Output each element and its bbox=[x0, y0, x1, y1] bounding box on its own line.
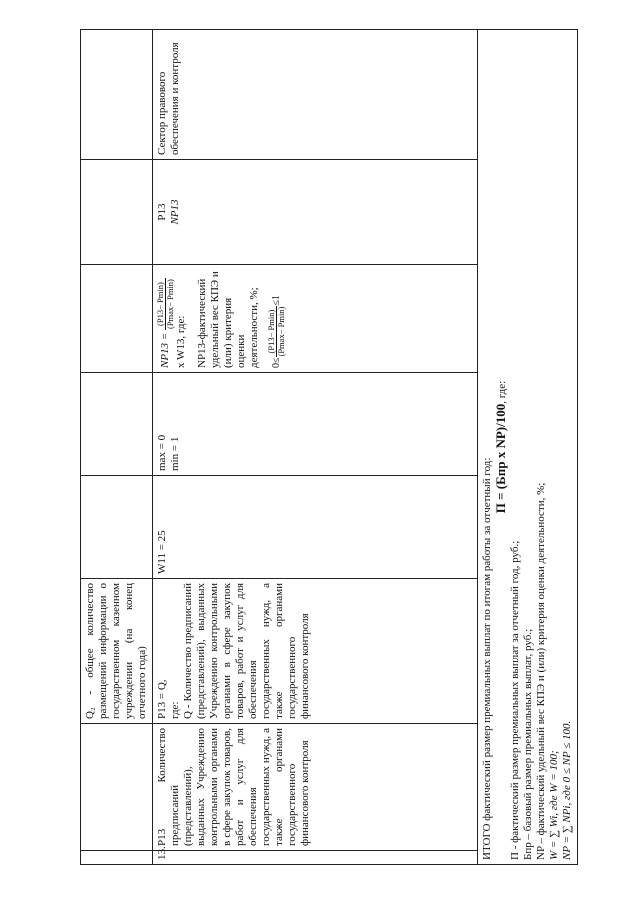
np-range-suffix: ≤1 bbox=[270, 295, 282, 306]
np-multiplier: x W13, где: bbox=[175, 315, 187, 368]
indicator-text: Р13 Количество предписаний (представлений), выданных Учреждению контрольными органами в сфере закупок товаров, работ и услуг для обеспечения государственных нужд, а также органами государственного финансового контроля bbox=[156, 728, 311, 846]
np-range bbox=[267, 269, 286, 368]
np-lhs: NP13 = bbox=[159, 332, 172, 368]
sector-text: Сектор правового обеспечения и контроля bbox=[156, 42, 181, 155]
cell-np-formula bbox=[153, 265, 478, 373]
row-number bbox=[153, 846, 478, 865]
footer-line-bpr: Бпр – базовый размер премиальных выплат, руб.; bbox=[522, 628, 534, 860]
cell-empty bbox=[81, 30, 153, 160]
np-range-fraction bbox=[267, 306, 286, 358]
np-range-denominator: (Pmax− Pmin) bbox=[276, 306, 286, 357]
calc-line-1: Р13 = Q, bbox=[156, 679, 168, 719]
cell-weight bbox=[153, 476, 478, 579]
cell-q2-description bbox=[81, 579, 153, 724]
code-p13: Р13 bbox=[156, 203, 168, 221]
np-range-prefix: 0≤ bbox=[270, 357, 282, 368]
footer-formula bbox=[494, 34, 509, 860]
footer-formula-text: П = (Бпр x NP)/100 bbox=[493, 403, 508, 514]
code-np13: NP13 bbox=[169, 199, 181, 225]
calc-line-3: Q - Количество предписаний (представлений), выданных Учреждению контрольными органами в сфере закупок товаров, работ и услуг для обеспечения государственных нужд, а также органами государственного финансового контроля bbox=[182, 583, 311, 719]
row-number-text: 13. bbox=[156, 846, 168, 860]
cell-empty bbox=[81, 476, 153, 579]
cell-sector bbox=[153, 30, 478, 160]
footer-total-line: ИТОГО фактический размер премиальных выплат по итогам работы за отчетный год: bbox=[481, 457, 493, 860]
cell-max-min bbox=[153, 373, 478, 476]
max-value: max = 0 bbox=[156, 434, 168, 471]
footer-line-w: W = ∑ Wi, где W = 100; bbox=[548, 750, 560, 860]
footer-line-np-sum: NP = ∑ NPi, где 0 ≤ NP ≤ 100. bbox=[561, 720, 573, 860]
np-range-numerator: (P13− Pmin) bbox=[267, 306, 277, 358]
table-row-top bbox=[81, 30, 153, 865]
cell-empty bbox=[81, 265, 153, 373]
cell-empty bbox=[81, 851, 153, 865]
footer-line-p: П - фактический размер премиальных выплат за отчетный год, руб.; bbox=[509, 540, 521, 860]
min-value: min = 1 bbox=[169, 436, 181, 471]
cell-empty bbox=[81, 373, 153, 476]
weight-text: W11 = 25 bbox=[156, 530, 168, 574]
np-denominator: (Pmax− Pmin) bbox=[165, 279, 175, 330]
cell-empty bbox=[81, 160, 153, 265]
np-numerator: (P13− Pmin) bbox=[156, 278, 166, 330]
q2-text: Q₂ - общее количество размещений информации о государственном казенном учреждении (на конец отчетного года) bbox=[84, 583, 148, 719]
table-row-footer bbox=[478, 30, 578, 865]
cell-empty bbox=[81, 724, 153, 851]
np-formula bbox=[156, 269, 175, 368]
np-fraction bbox=[156, 278, 175, 330]
calc-line-2: где: bbox=[169, 701, 181, 719]
footer-line-np: NP – фактический удельный вес КПЭ и (или) критерия оценки деятельности, %; bbox=[535, 482, 547, 860]
cell-indicator bbox=[153, 724, 478, 851]
footer-cell bbox=[478, 30, 578, 865]
footer-formula-suffix: , где: bbox=[496, 380, 508, 404]
rotated-page bbox=[80, 30, 573, 865]
kpi-table bbox=[80, 29, 578, 865]
cell-calculation bbox=[153, 579, 478, 724]
np-description: NP13-фактический удельный вес КПЭ и (или) критерия оценки деятельности, %; bbox=[196, 271, 260, 368]
table-row-13 bbox=[153, 30, 478, 865]
cell-codes bbox=[153, 160, 478, 265]
